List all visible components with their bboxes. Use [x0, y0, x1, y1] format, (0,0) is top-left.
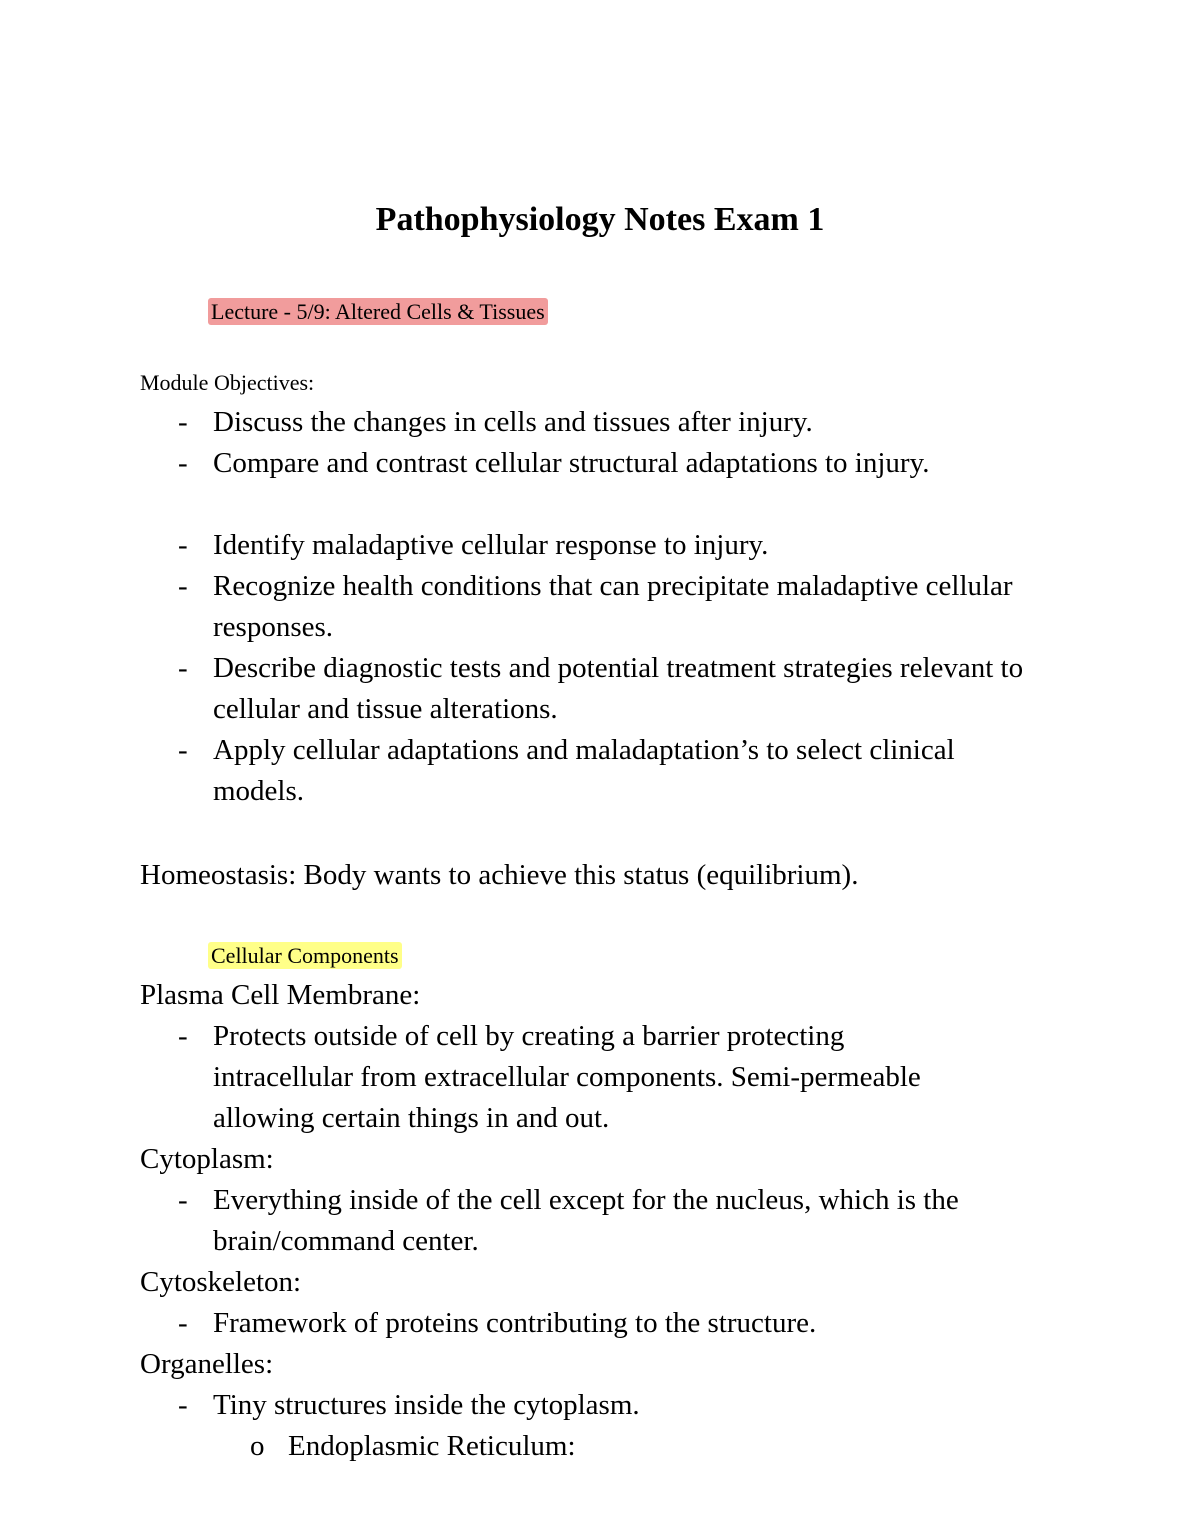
- plasma-membrane-text: Protects outside of cell by creating a barrier protecting intracellular from extracellular components. Semi-permeable allowing certain things in and out.: [213, 1020, 921, 1134]
- lecture-heading-line: [208, 297, 548, 327]
- objective-item: [178, 566, 1078, 648]
- objective-item: [178, 648, 1078, 730]
- cytoplasm-point: [178, 1180, 1078, 1262]
- bullet-dash: -: [178, 652, 188, 684]
- objective-item: [178, 730, 1018, 812]
- organelles-text: Tiny structures inside the cytoplasm.: [213, 1389, 640, 1421]
- bullet-dash: -: [178, 529, 188, 561]
- objective-item: [178, 443, 998, 484]
- bullet-dash: -: [178, 734, 188, 766]
- components-heading-line: [208, 941, 402, 971]
- objective-text: Recognize health conditions that can precipitate maladaptive cellular responses.: [213, 570, 1013, 643]
- components-heading: Cellular Components: [208, 942, 402, 969]
- homeostasis-line: Homeostasis: Body wants to achieve this status (equilibrium).: [140, 859, 859, 891]
- cytoskeleton-text: Framework of proteins contributing to the structure.: [213, 1307, 817, 1339]
- document-title: Pathophysiology Notes Exam 1: [375, 201, 825, 238]
- endoplasmic-reticulum-label: Endoplasmic Reticulum:: [288, 1430, 576, 1462]
- objective-text: Discuss the changes in cells and tissues after injury.: [213, 406, 813, 438]
- objective-text: Identify maladaptive cellular response to injury.: [213, 529, 769, 561]
- objective-item: [178, 402, 1078, 443]
- cytoskeleton-label: Cytoskeleton:: [140, 1266, 302, 1298]
- plasma-membrane-point: [178, 1016, 978, 1139]
- endoplasmic-reticulum-item: [250, 1426, 576, 1467]
- bullet-dash: -: [178, 570, 188, 602]
- cytoplasm-text: Everything inside of the cell except for the nucleus, which is the brain/command center.: [213, 1184, 959, 1257]
- cytoskeleton-point: [178, 1303, 1078, 1344]
- objective-text: Apply cellular adaptations and maladaptation’s to select clinical models.: [213, 734, 955, 807]
- objective-text: Describe diagnostic tests and potential treatment strategies relevant to cellular and tissue alterations.: [213, 652, 1024, 725]
- sub-bullet-marker: o: [250, 1430, 265, 1462]
- bullet-dash: -: [178, 1307, 188, 1339]
- lecture-heading: Lecture - 5/9: Altered Cells & Tissues: [208, 298, 548, 325]
- cytoplasm-label: Cytoplasm:: [140, 1143, 274, 1175]
- bullet-dash: -: [178, 406, 188, 438]
- bullet-dash: -: [178, 1184, 188, 1216]
- objectives-label: Module Objectives:: [140, 370, 315, 395]
- organelles-label: Organelles:: [140, 1348, 274, 1380]
- bullet-dash: -: [178, 1389, 188, 1421]
- organelles-point: [178, 1385, 1078, 1426]
- bullet-dash: -: [178, 447, 188, 479]
- objective-item: [178, 525, 1078, 566]
- bullet-dash: -: [178, 1020, 188, 1052]
- plasma-membrane-label: Plasma Cell Membrane:: [140, 979, 421, 1011]
- objective-text: Compare and contrast cellular structural adaptations to injury.: [213, 447, 930, 479]
